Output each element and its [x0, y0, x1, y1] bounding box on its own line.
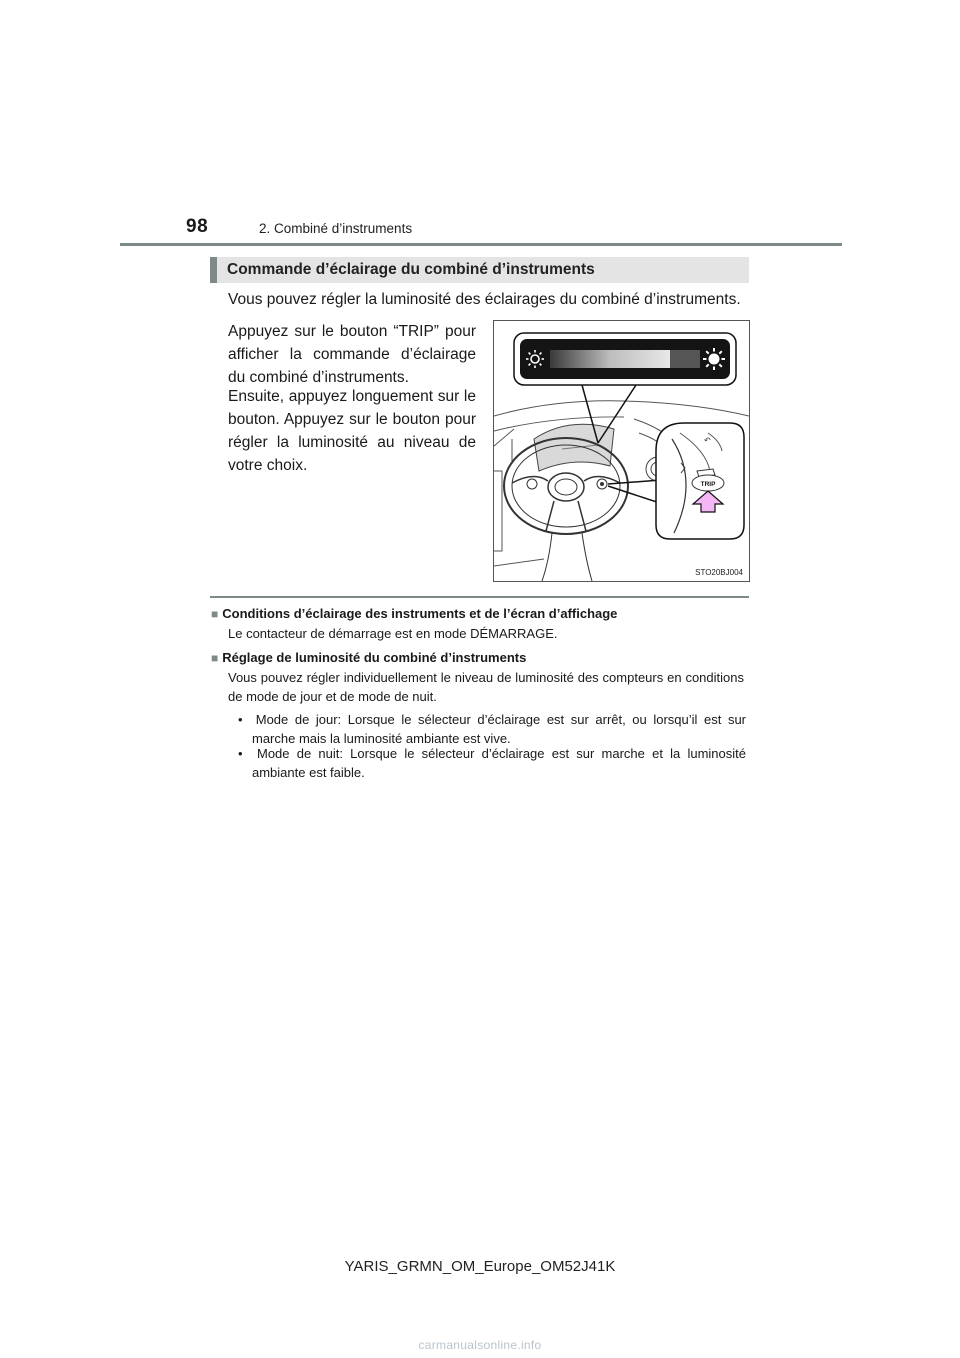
- note-1-heading-text: Conditions d’éclairage des instruments et de l’écran d’affichage: [222, 606, 618, 621]
- brightness-high-icon: [703, 348, 725, 370]
- brightness-display: [514, 333, 736, 385]
- list-item-day-mode: • Mode de jour: Lorsque le sélecteur d’éclairage est sur arrêt, ou lorsqu’il est sur marche mais la luminosité ambiante est vive.: [238, 712, 746, 746]
- dashboard-illustration: [494, 321, 749, 581]
- list-item-text: Mode de nuit: Lorsque le sélecteur d’éclairage est sur marche et la luminosité ambiante est faible.: [252, 746, 746, 780]
- figure-code: STO20BJ004: [695, 568, 743, 577]
- square-bullet-icon: ■: [211, 607, 219, 621]
- note-1-text: Le contacteur de démarrage est en mode DÉMARRAGE.: [228, 626, 558, 641]
- illustration-figure: [493, 320, 750, 582]
- steering-switch-callout: [656, 423, 744, 539]
- document-footer-id: YARIS_GRMN_OM_Europe_OM52J41K: [344, 1258, 616, 1275]
- list-item-night-mode: • Mode de nuit: Lorsque le sélecteur d’éclairage est sur marche et la luminosité ambiante est faible.: [238, 746, 746, 780]
- note-2-heading: [211, 650, 526, 665]
- step-2-paragraph: Ensuite, appuyez longuement sur le bouton. Appuyez sur le bouton pour régler la luminosité au niveau de votre choix.: [228, 388, 476, 474]
- brightness-level-bar: [550, 350, 670, 368]
- header-divider: [120, 243, 842, 246]
- section-heading-bar: [210, 257, 749, 283]
- page-number: 98: [186, 216, 209, 237]
- list-item-text: Mode de jour: Lorsque le sélecteur d’éclairage est sur arrêt, ou lorsqu’il est sur marche mais la luminosité ambiante est vive.: [252, 712, 746, 746]
- section-title: Commande d’éclairage du combiné d’instruments: [227, 261, 595, 278]
- note-1-heading: [211, 606, 617, 621]
- section-divider: [210, 596, 749, 598]
- square-bullet-icon: ■: [211, 651, 219, 665]
- chapter-title: 2. Combiné d’instruments: [259, 221, 413, 236]
- note-2-heading-text: Réglage de luminosité du combiné d’instruments: [222, 650, 527, 665]
- intro-paragraph: Vous pouvez régler la luminosité des éclairages du combiné d’instruments.: [228, 291, 741, 308]
- watermark-text: carmanualsonline.info: [418, 1338, 542, 1352]
- svg-text:↶: ↶: [704, 436, 711, 445]
- step-1-paragraph: Appuyez sur le bouton “TRIP” pour afficher la commande d’éclairage du combiné d’instruments.: [228, 323, 476, 386]
- note-2-text: Vous pouvez régler individuellement le niveau de luminosité des compteurs en conditions de mode de jour et de mode de nuit.: [228, 670, 744, 704]
- trip-button-label: TRIP: [700, 481, 716, 488]
